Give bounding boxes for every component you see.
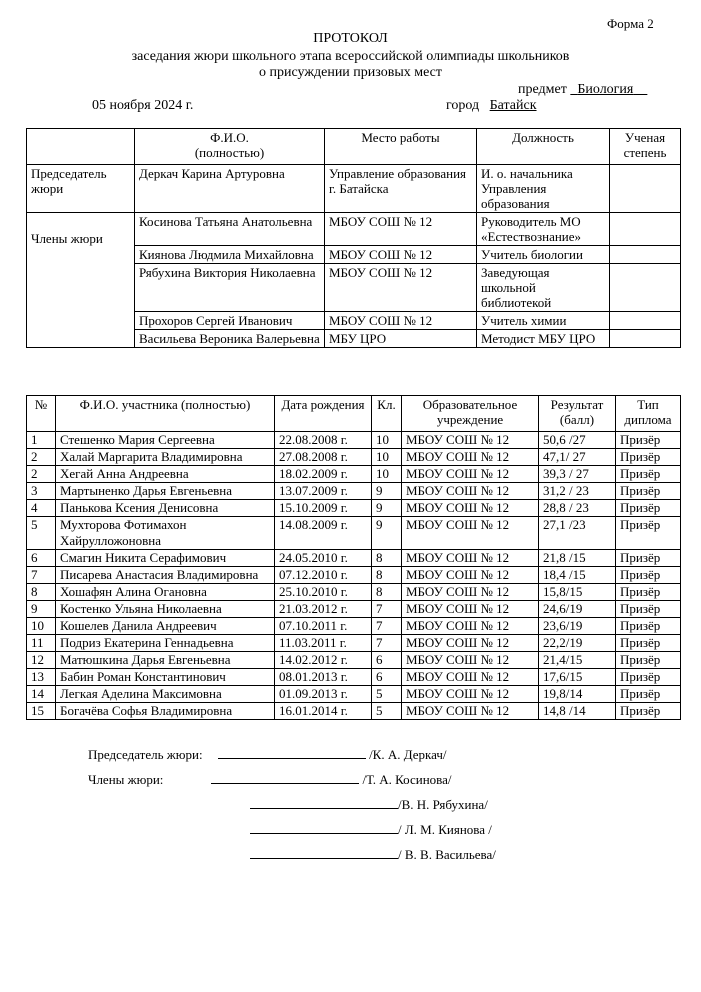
table-row: [27, 652, 681, 669]
birth-date: 18.02.2009 г.: [275, 466, 372, 483]
birth-date: 14.02.2012 г.: [275, 652, 372, 669]
member-position: Руководитель МО «Естествознание»: [477, 213, 610, 246]
city-value: Батайск: [489, 98, 537, 113]
result: 21,8 /15: [539, 550, 616, 567]
school: МБОУ СОШ № 12: [402, 466, 539, 483]
participant-name: Костенко Ульяна Николаевна: [56, 601, 275, 618]
row-number: 10: [27, 618, 56, 635]
school: МБОУ СОШ № 12: [402, 703, 539, 720]
participant-name: Хегай Анна Андреевна: [56, 466, 275, 483]
row-number: 7: [27, 567, 56, 584]
subject-label: предмет: [518, 82, 567, 97]
school: МБОУ СОШ № 12: [402, 601, 539, 618]
result: 50,6 /27: [539, 432, 616, 449]
chair-role-label: Председатель жюри: [27, 165, 135, 213]
form-number: Форма 2: [607, 16, 654, 31]
school: МБОУ СОШ № 12: [402, 500, 539, 517]
jury-header-role: [27, 129, 135, 165]
row-number: 5: [27, 517, 56, 550]
member-name: Васильева Вероника Валерьевна: [135, 330, 325, 348]
col-grade: Кл.: [372, 396, 402, 432]
chair-name: Деркач Карина Артуровна: [135, 165, 325, 213]
signature-name: /Т. А. Косинова/: [362, 772, 452, 787]
school: МБОУ СОШ № 12: [402, 584, 539, 601]
jury-header-degree: Ученая степень: [610, 129, 681, 165]
birth-date: 07.10.2011 г.: [275, 618, 372, 635]
grade: 5: [372, 703, 402, 720]
signature-line: [250, 796, 398, 809]
diploma-type: Призёр: [616, 466, 681, 483]
table-row: [27, 483, 681, 500]
participants-body: [27, 432, 681, 720]
city-label: город: [446, 98, 480, 113]
birth-date: 25.10.2010 г.: [275, 584, 372, 601]
diploma-type: Призёр: [616, 686, 681, 703]
result: 31,2 / 23: [539, 483, 616, 500]
table-row: [27, 517, 681, 550]
row-number: 12: [27, 652, 56, 669]
chair-work: Управление образования г. Батайска: [325, 165, 477, 213]
grade: 9: [372, 483, 402, 500]
birth-date: 21.03.2012 г.: [275, 601, 372, 618]
result: 18,4 /15: [539, 567, 616, 584]
grade: 6: [372, 669, 402, 686]
table-row: [27, 550, 681, 567]
col-participant-name: Ф.И.О. участника (полностью): [56, 396, 275, 432]
table-row: [27, 500, 681, 517]
jury-table: [26, 128, 681, 348]
birth-date: 11.03.2011 г.: [275, 635, 372, 652]
member-work: МБОУ СОШ № 12: [325, 213, 477, 246]
member-position: Методист МБУ ЦРО: [477, 330, 610, 348]
school: МБОУ СОШ № 12: [402, 669, 539, 686]
school: МБОУ СОШ № 12: [402, 550, 539, 567]
grade: 6: [372, 652, 402, 669]
member-position: Учитель биологии: [477, 246, 610, 264]
diploma-type: Призёр: [616, 669, 681, 686]
signature-member-4: [250, 846, 496, 863]
participant-name: Кошелев Данила Андреевич: [56, 618, 275, 635]
table-row: [27, 669, 681, 686]
title-line-2: заседания жюри школьного этапа всероссийской олимпиады школьников: [131, 49, 570, 64]
birth-date: 08.01.2013 г.: [275, 669, 372, 686]
diploma-type: Призёр: [616, 618, 681, 635]
grade: 5: [372, 686, 402, 703]
grade: 7: [372, 635, 402, 652]
participant-name: Мартыненко Дарья Евгеньевна: [56, 483, 275, 500]
signature-line: [250, 821, 398, 834]
jury-member-row: [27, 213, 681, 246]
grade: 7: [372, 618, 402, 635]
document-title: ПРОТОКОЛ: [313, 31, 388, 46]
birth-date: 27.08.2008 г.: [275, 449, 372, 466]
result: 21,4/15: [539, 652, 616, 669]
signature-name: /К. А. Деркач/: [369, 747, 447, 762]
member-name: Киянова Людмила Михайловна: [135, 246, 325, 264]
school: МБОУ СОШ № 12: [402, 652, 539, 669]
row-number: 2: [27, 466, 56, 483]
school: МБОУ СОШ № 12: [402, 567, 539, 584]
chair-position: И. о. начальника Управления образования: [477, 165, 610, 213]
grade: 8: [372, 567, 402, 584]
participant-name: Смагин Никита Серафимович: [56, 550, 275, 567]
result: 47,1/ 27: [539, 449, 616, 466]
city-line: [446, 98, 537, 114]
chair-degree: [610, 165, 681, 213]
signature-name: / Л. М. Киянова /: [398, 822, 492, 837]
signature-name: /В. Н. Рябухина/: [398, 797, 488, 812]
row-number: 11: [27, 635, 56, 652]
diploma-type: Призёр: [616, 652, 681, 669]
grade: 9: [372, 517, 402, 550]
signature-line: [250, 846, 398, 859]
birth-date: 16.01.2014 г.: [275, 703, 372, 720]
table-row: [27, 618, 681, 635]
jury-chair-row: [27, 165, 681, 213]
member-degree: [610, 264, 681, 312]
participant-name: Матюшкина Дарья Евгеньевна: [56, 652, 275, 669]
birth-date: 22.08.2008 г.: [275, 432, 372, 449]
member-degree: [610, 246, 681, 264]
result: 19,8/14: [539, 686, 616, 703]
participant-name: Халай Маргарита Владимировна: [56, 449, 275, 466]
row-number: 13: [27, 669, 56, 686]
grade: 8: [372, 584, 402, 601]
diploma-type: Призёр: [616, 635, 681, 652]
row-number: 6: [27, 550, 56, 567]
signature-chair: [88, 746, 447, 763]
member-degree: [610, 213, 681, 246]
row-number: 14: [27, 686, 56, 703]
participant-name: Стешенко Мария Сергеевна: [56, 432, 275, 449]
member-work: МБОУ СОШ № 12: [325, 264, 477, 312]
birth-date: 14.08.2009 г.: [275, 517, 372, 550]
result: 39,3 / 27: [539, 466, 616, 483]
diploma-type: Призёр: [616, 432, 681, 449]
result: 22,2/19: [539, 635, 616, 652]
birth-date: 01.09.2013 г.: [275, 686, 372, 703]
result: 15,8/15: [539, 584, 616, 601]
grade: 9: [372, 500, 402, 517]
school: МБОУ СОШ № 12: [402, 618, 539, 635]
diploma-type: Призёр: [616, 550, 681, 567]
result: 17,6/15: [539, 669, 616, 686]
subject-value: Биология: [577, 82, 634, 97]
jury-header-name: Ф.И.О. (полностью): [135, 129, 325, 165]
signature-member-1: [88, 771, 452, 788]
birth-date: 07.12.2010 г.: [275, 567, 372, 584]
school: МБОУ СОШ № 12: [402, 449, 539, 466]
row-number: 15: [27, 703, 56, 720]
grade: 10: [372, 466, 402, 483]
table-row: [27, 635, 681, 652]
table-row: [27, 449, 681, 466]
birth-date: 15.10.2009 г.: [275, 500, 372, 517]
table-row: [27, 601, 681, 618]
school: МБОУ СОШ № 12: [402, 483, 539, 500]
col-school: Образовательное учреждение: [402, 396, 539, 432]
members-signature-label: Члены жюри:: [88, 772, 164, 787]
grade: 7: [372, 601, 402, 618]
row-number: 4: [27, 500, 56, 517]
school: МБОУ СОШ № 12: [402, 686, 539, 703]
member-position: Заведующая школьной библиотекой: [477, 264, 610, 312]
signature-member-3: [250, 821, 492, 838]
participant-name: Богачёва Софья Владимировна: [56, 703, 275, 720]
diploma-type: Призёр: [616, 517, 681, 550]
signature-line: [218, 746, 366, 759]
school: МБОУ СОШ № 12: [402, 432, 539, 449]
participants-table: [26, 395, 681, 720]
signature-line: [211, 771, 359, 784]
table-row: [27, 584, 681, 601]
member-name: Рябухина Виктория Николаевна: [135, 264, 325, 312]
member-name: Косинова Татьяна Анатольевна: [135, 213, 325, 246]
diploma-type: Призёр: [616, 584, 681, 601]
member-work: МБОУ СОШ № 12: [325, 246, 477, 264]
grade: 8: [372, 550, 402, 567]
col-diploma-type: Тип диплома: [616, 396, 681, 432]
birth-date: 24.05.2010 г.: [275, 550, 372, 567]
jury-header-work: Место работы: [325, 129, 477, 165]
table-row: [27, 432, 681, 449]
row-number: 8: [27, 584, 56, 601]
result: 23,6/19: [539, 618, 616, 635]
table-row: [27, 703, 681, 720]
table-row: [27, 686, 681, 703]
result: 14,8 /14: [539, 703, 616, 720]
diploma-type: Призёр: [616, 500, 681, 517]
col-result: Результат (балл): [539, 396, 616, 432]
signature-name: / В. В. Васильева/: [398, 847, 496, 862]
row-number: 3: [27, 483, 56, 500]
diploma-type: Призёр: [616, 449, 681, 466]
diploma-type: Призёр: [616, 567, 681, 584]
member-work: МБУ ЦРО: [325, 330, 477, 348]
diploma-type: Призёр: [616, 483, 681, 500]
row-number: 9: [27, 601, 56, 618]
jury-header-position: Должность: [477, 129, 610, 165]
col-number: №: [27, 396, 56, 432]
member-work: МБОУ СОШ № 12: [325, 312, 477, 330]
chair-signature-label: Председатель жюри:: [88, 747, 203, 762]
participant-name: Мухторова Фотимахон Хайрулложоновна: [56, 517, 275, 550]
birth-date: 13.07.2009 г.: [275, 483, 372, 500]
table-row: [27, 466, 681, 483]
grade: 10: [372, 449, 402, 466]
participants-header-row: [27, 396, 681, 432]
participant-name: Легкая Аделина Максимовна: [56, 686, 275, 703]
participant-name: Панькова Ксения Денисовна: [56, 500, 275, 517]
participant-name: Хошафян Алина Огановна: [56, 584, 275, 601]
members-role-label: Члены жюри: [27, 213, 135, 348]
participant-name: Бабин Роман Константинович: [56, 669, 275, 686]
member-position: Учитель химии: [477, 312, 610, 330]
table-row: [27, 567, 681, 584]
jury-header-row: [27, 129, 681, 165]
subject-line: [518, 82, 647, 98]
result: 27,1 /23: [539, 517, 616, 550]
member-name: Прохоров Сергей Иванович: [135, 312, 325, 330]
col-birth-date: Дата рождения: [275, 396, 372, 432]
grade: 10: [372, 432, 402, 449]
row-number: 1: [27, 432, 56, 449]
signature-member-2: [250, 796, 488, 813]
member-degree: [610, 312, 681, 330]
participant-name: Подриз Екатерина Геннадьевна: [56, 635, 275, 652]
school: МБОУ СОШ № 12: [402, 517, 539, 550]
diploma-type: Призёр: [616, 601, 681, 618]
member-degree: [610, 330, 681, 348]
title-line-3: о присуждении призовых мест: [258, 65, 443, 80]
result: 28,8 / 23: [539, 500, 616, 517]
diploma-type: Призёр: [616, 703, 681, 720]
school: МБОУ СОШ № 12: [402, 635, 539, 652]
result: 24,6/19: [539, 601, 616, 618]
protocol-date: 05 ноября 2024 г.: [92, 98, 194, 113]
row-number: 2: [27, 449, 56, 466]
participant-name: Писарева Анастасия Владимировна: [56, 567, 275, 584]
